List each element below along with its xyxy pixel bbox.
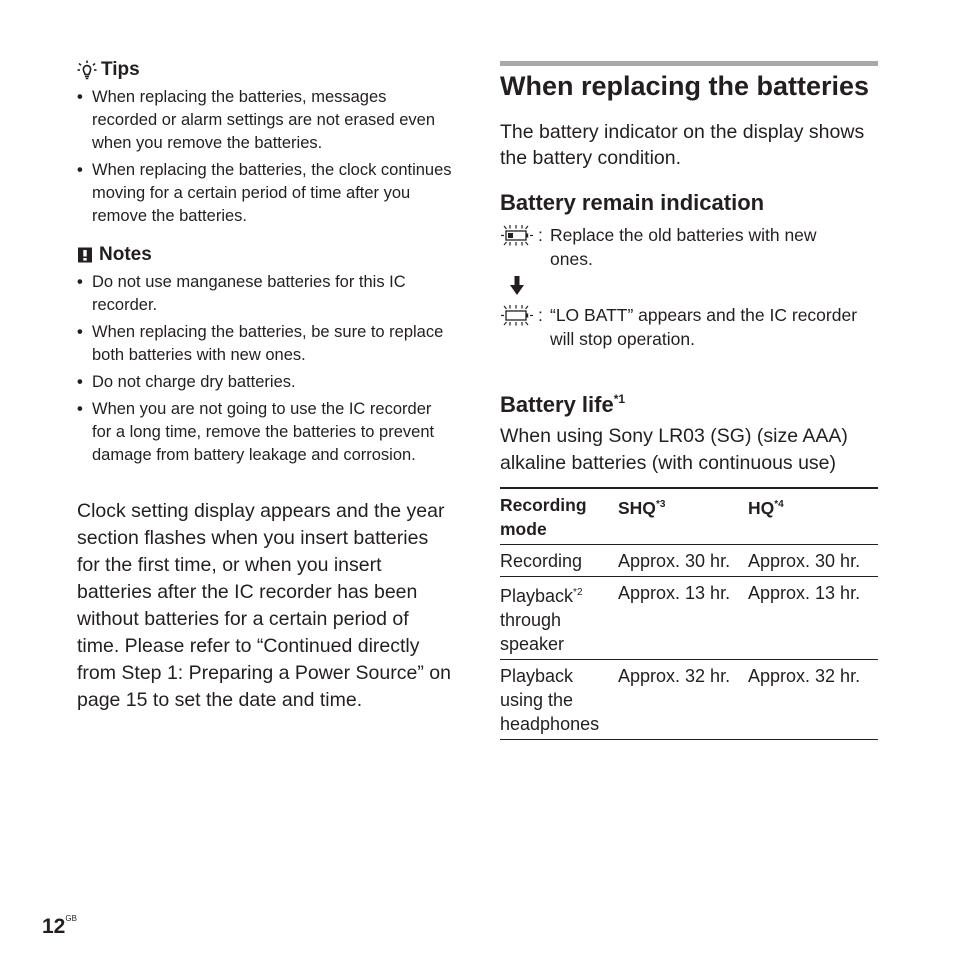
arrow-down-icon (510, 276, 524, 296)
footnote-ref: *4 (774, 499, 784, 510)
table-row (500, 660, 878, 740)
page-number-value: 12 (42, 915, 66, 938)
tips-list (77, 86, 452, 228)
note-text: When replacing the batteries, be sure to replace both batteries with new ones. (92, 323, 444, 364)
left-column (77, 58, 452, 714)
list-item (77, 321, 452, 367)
column-header-hq (748, 488, 878, 545)
cell-mode: Playback using the headphones (500, 660, 618, 740)
cell-mode (500, 577, 618, 660)
clock-setting-paragraph: Clock setting display appears and the year section flashes when you insert batteries for the first time, or when you insert batteries after the IC recorder has been without batteries for a certain period of time. Please refer to “Continued directly from Step 1: Preparing a Power Source” on page 15 to set the date and time. (77, 500, 451, 711)
indication-row (500, 223, 878, 271)
list-item (77, 86, 452, 155)
column-header-mode (500, 488, 618, 545)
battery-life-text: When using Sony LR03 (SG) (size AAA) alkaline batteries (with continuous use) (500, 425, 848, 474)
bullet: • (77, 161, 83, 179)
battery-life-heading (500, 385, 878, 419)
note-text: Do not charge dry batteries. (92, 373, 296, 391)
cell-mode-text: Playback (500, 586, 574, 606)
bullet: • (77, 88, 83, 106)
battery-life-heading-text: Battery life (500, 392, 614, 417)
table-header-row (500, 488, 878, 545)
column-header-label: Recording mode (500, 495, 587, 539)
indication-text: Replace the old batteries with new ones. (550, 225, 817, 269)
bullet: • (77, 373, 83, 391)
cell-shq: Approx. 30 hr. (618, 545, 748, 577)
battery-empty-flashing-icon (500, 304, 534, 326)
footnote-ref: *2 (573, 587, 583, 598)
indication-row (500, 303, 878, 351)
section-rule (500, 61, 878, 66)
note-icon (77, 246, 95, 264)
indication-text: “LO BATT” appears and the IC recorder will stop operation. (550, 305, 858, 349)
table-row (500, 545, 878, 577)
notes-heading-text: Notes (99, 244, 152, 265)
lightbulb-icon (77, 60, 97, 80)
column-header-label: SHQ (618, 498, 656, 518)
page-region-suffix: GB (65, 914, 77, 923)
bullet: • (77, 323, 83, 341)
arrow-row (500, 273, 878, 299)
tip-text: When replacing the batteries, messages recorded or alarm settings are not erased even when you remove the batteries. (92, 88, 436, 152)
cell-shq: Approx. 13 hr. (618, 577, 748, 660)
column-header-label: HQ (748, 498, 775, 518)
tips-heading (77, 58, 452, 82)
cell-shq: Approx. 32 hr. (618, 660, 748, 740)
list-item (77, 371, 452, 394)
note-text: Do not use manganese batteries for this IC recorder. (92, 273, 406, 314)
table-row (500, 577, 878, 660)
cell-hq: Approx. 13 hr. (748, 577, 878, 660)
list-item (77, 159, 452, 228)
list-item (77, 398, 452, 467)
indication-colon: : (538, 305, 543, 325)
bullet: • (77, 273, 83, 291)
battery-life-table (500, 487, 878, 740)
right-column (500, 61, 878, 740)
tips-heading-text: Tips (101, 59, 140, 80)
list-item (77, 271, 452, 317)
footnote-ref: *3 (655, 499, 666, 510)
battery-low-flashing-icon (500, 224, 534, 246)
bullet: • (77, 400, 83, 418)
battery-remain-heading: Battery remain indication (500, 190, 765, 215)
cell-hq: Approx. 32 hr. (748, 660, 878, 740)
tip-text: When replacing the batteries, the clock continues moving for a certain period of time after you remove the batteries. (92, 161, 452, 225)
notes-list (77, 271, 452, 467)
footnote-ref: *1 (613, 392, 626, 406)
note-text: When you are not going to use the IC recorder for a long time, remove the batteries to prevent damage from battery leakage and corrosion. (92, 400, 435, 464)
page-title: When replacing the batteries (500, 71, 870, 101)
cell-hq: Approx. 30 hr. (748, 545, 878, 577)
cell-mode: Recording (500, 545, 618, 577)
intro-paragraph: The battery indicator on the display shows the battery condition. (500, 121, 865, 169)
column-header-shq (618, 488, 748, 545)
notes-heading (77, 243, 452, 267)
page-number (42, 906, 77, 940)
indication-colon: : (538, 225, 543, 245)
cell-mode-text-rest: through speaker (500, 610, 565, 654)
